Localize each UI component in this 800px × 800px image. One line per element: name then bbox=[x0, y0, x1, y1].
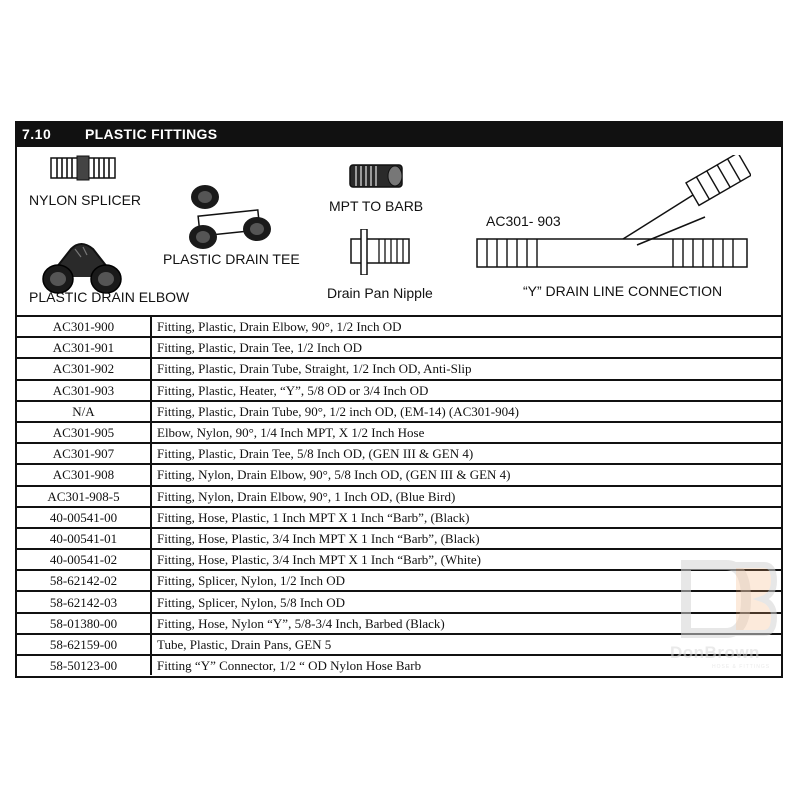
part-number-cell: AC301-903 bbox=[17, 380, 151, 401]
watermark-brand: DonBrown bbox=[670, 643, 760, 662]
table-row bbox=[17, 401, 781, 422]
table-row bbox=[17, 422, 781, 443]
part-number-cell: 58-62159-00 bbox=[17, 634, 151, 655]
section-title: PLASTIC FITTINGS bbox=[85, 126, 218, 142]
description-cell: Fitting, Plastic, Drain Tube, Straight, 1/2 Inch OD, Anti-Slip bbox=[151, 358, 781, 379]
part-number-cell: 40-00541-02 bbox=[17, 549, 151, 570]
part-number-cell: AC301-908-5 bbox=[17, 486, 151, 507]
description-cell: Fitting, Plastic, Drain Tee, 5/8 Inch OD, (GEN III & GEN 4) bbox=[151, 443, 781, 464]
part-number-cell: 58-62142-02 bbox=[17, 570, 151, 591]
part-number-cell: AC301-907 bbox=[17, 443, 151, 464]
y-drain-connection-label: “Y” DRAIN LINE CONNECTION bbox=[523, 283, 723, 299]
table-row bbox=[17, 443, 781, 464]
table-row bbox=[17, 570, 781, 591]
table-row bbox=[17, 358, 781, 379]
description-cell: Fitting, Hose, Plastic, 3/4 Inch MPT X 1 Inch “Barb”, (White) bbox=[151, 549, 781, 570]
watermark bbox=[668, 555, 788, 670]
part-number-cell: 58-01380-00 bbox=[17, 613, 151, 634]
section-header bbox=[17, 123, 781, 147]
description-cell: Fitting, Hose, Plastic, 1 Inch MPT X 1 Inch “Barb”, (Black) bbox=[151, 507, 781, 528]
nylon-splicer-icon bbox=[49, 154, 117, 182]
plastic-drain-tee-label: PLASTIC DRAIN TEE bbox=[163, 251, 300, 267]
table-row bbox=[17, 613, 781, 634]
donbrown-logo-icon bbox=[678, 555, 778, 643]
description-cell: Fitting, Nylon, Drain Elbow, 90°, 5/8 Inch OD, (GEN III & GEN 4) bbox=[151, 464, 781, 485]
plastic-drain-elbow-label: PLASTIC DRAIN ELBOW bbox=[29, 289, 190, 305]
table-row bbox=[17, 634, 781, 655]
part-number-cell: AC301-901 bbox=[17, 337, 151, 358]
parts-table bbox=[17, 315, 781, 675]
nylon-splicer-label: NYLON SPLICER bbox=[29, 192, 142, 208]
watermark-sub: HOSE & FITTINGS bbox=[712, 664, 771, 670]
table-row bbox=[17, 380, 781, 401]
table-row bbox=[17, 316, 781, 337]
part-number-cell: 40-00541-00 bbox=[17, 507, 151, 528]
part-number-cell: AC301-908 bbox=[17, 464, 151, 485]
plastic-drain-elbow-icon bbox=[41, 235, 123, 297]
table-row bbox=[17, 507, 781, 528]
table-row bbox=[17, 549, 781, 570]
table-row bbox=[17, 591, 781, 612]
part-number-cell: AC301-902 bbox=[17, 358, 151, 379]
table-row bbox=[17, 528, 781, 549]
section-number: 7.10 bbox=[22, 126, 52, 142]
description-cell: Fitting, Plastic, Drain Tube, 90°, 1/2 inch OD, (EM-14) (AC301-904) bbox=[151, 401, 781, 422]
illustrations-panel bbox=[17, 147, 781, 335]
description-cell: Fitting, Plastic, Drain Elbow, 90°, 1/2 Inch OD bbox=[151, 316, 781, 337]
part-number-cell: AC301-905 bbox=[17, 422, 151, 443]
drain-pan-nipple-label: Drain Pan Nipple bbox=[327, 285, 433, 301]
table-row bbox=[17, 464, 781, 485]
description-cell: Fitting, Splicer, Nylon, 5/8 Inch OD bbox=[151, 591, 781, 612]
table-row bbox=[17, 337, 781, 358]
table-row bbox=[17, 486, 781, 507]
mpt-to-barb-label: MPT TO BARB bbox=[329, 198, 424, 214]
description-cell: Fitting, Splicer, Nylon, 1/2 Inch OD bbox=[151, 570, 781, 591]
mpt-to-barb-icon bbox=[347, 159, 405, 193]
description-cell: Fitting, Nylon, Drain Elbow, 90°, 1 Inch OD, (Blue Bird) bbox=[151, 486, 781, 507]
y-connection-part-label: AC301- 903 bbox=[486, 213, 561, 229]
plastic-drain-tee-icon bbox=[183, 183, 273, 255]
description-cell: Fitting, Hose, Nylon “Y”, 5/8-3/4 Inch, Barbed (Black) bbox=[151, 613, 781, 634]
part-number-cell: 40-00541-01 bbox=[17, 528, 151, 549]
drain-pan-nipple-icon bbox=[343, 229, 413, 275]
description-cell: Fitting “Y” Connector, 1/2 “ OD Nylon Hose Barb bbox=[151, 655, 781, 675]
part-number-cell: 58-62142-03 bbox=[17, 591, 151, 612]
description-cell: Elbow, Nylon, 90°, 1/4 Inch MPT, X 1/2 Inch Hose bbox=[151, 422, 781, 443]
description-cell: Fitting, Plastic, Drain Tee, 1/2 Inch OD bbox=[151, 337, 781, 358]
description-cell: Fitting, Plastic, Heater, “Y”, 5/8 OD or 3/4 Inch OD bbox=[151, 380, 781, 401]
table-row bbox=[17, 655, 781, 675]
description-cell: Fitting, Hose, Plastic, 3/4 Inch MPT X 1 Inch “Barb”, (Black) bbox=[151, 528, 781, 549]
part-number-cell: 58-50123-00 bbox=[17, 655, 151, 675]
part-number-cell: N/A bbox=[17, 401, 151, 422]
description-cell: Tube, Plastic, Drain Pans, GEN 5 bbox=[151, 634, 781, 655]
part-number-cell: AC301-900 bbox=[17, 316, 151, 337]
